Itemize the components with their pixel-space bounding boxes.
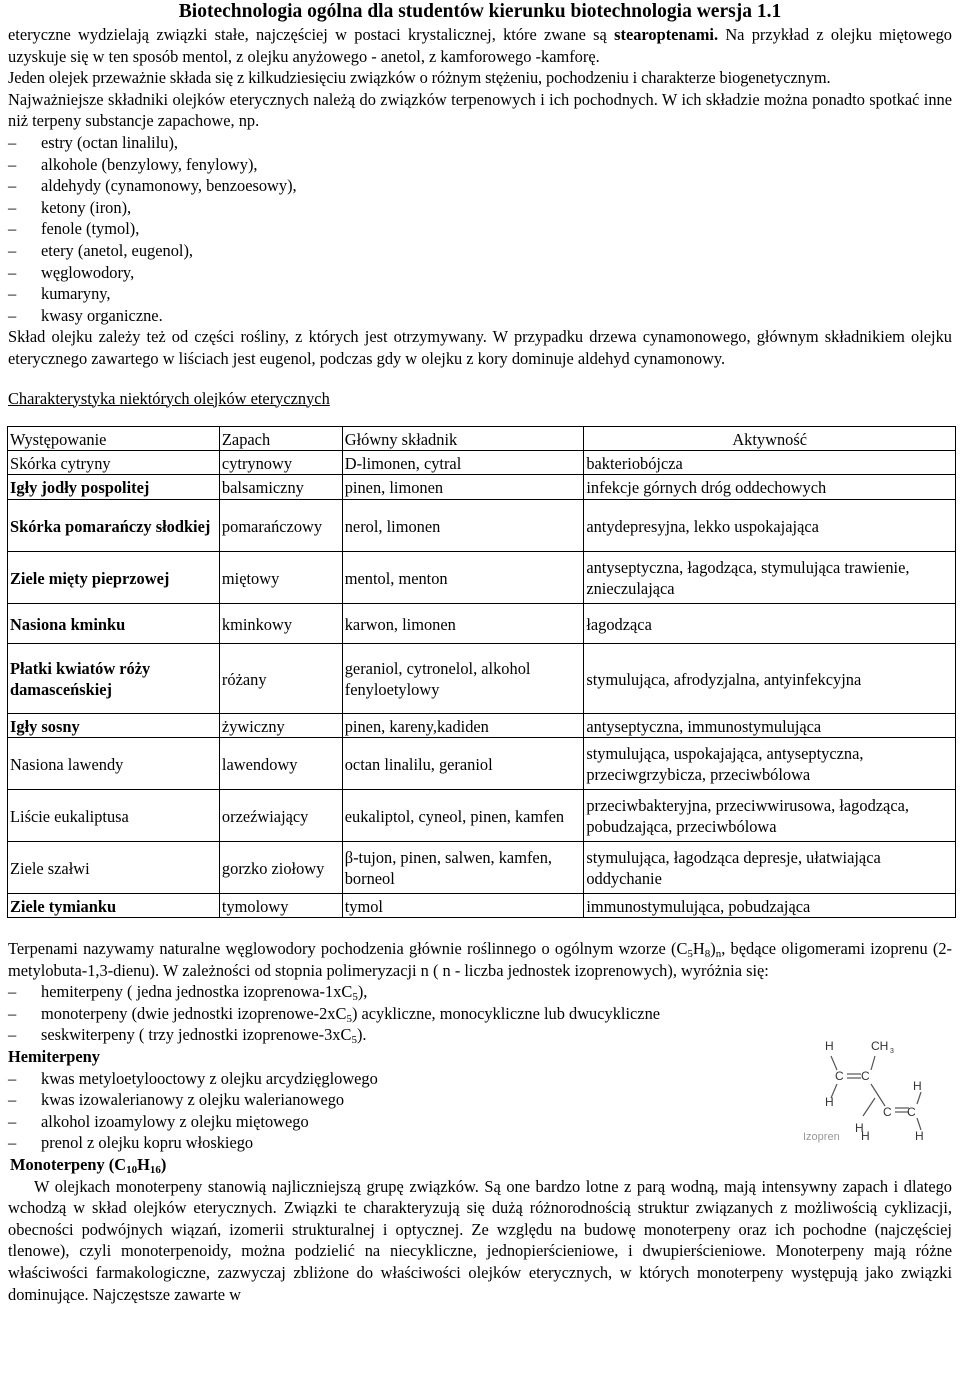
essential-oils-table: [7, 426, 956, 918]
monoterpenes-text: W olejkach monoterpeny stanowią najliczniejszą grupę związków. Są one bardzo lotne z parą wodną, mają intensywny zapach i dlatego wchodzą w skład olejków eterycznych. Związki te charakteryzują się dużą różnorodnością struktur związanych z możliwością cyklizacji, obecności podwójnych wiązań, izomerii strukturalnej i optycznej. Ze względu na budowę monoterpeny oraz ich pochodne (najczęściej tlenowe), czyli monoterpenoidy, można podzielić na niecykliczne, jednopierścieniowe, i dwupierścieniowe. Monoterpeny mają różne właściwości farmakologiczne, zazwyczaj zbliżone do właściwości olejków eterycznych, w których monoterpeny występują jako związki dominujące. Najczęstsze zawarte w: [8, 1176, 952, 1304]
table-cell: balsamiczny: [219, 475, 342, 500]
list-item: – fenole (tymol),: [8, 218, 952, 240]
table-cell: cytrynowy: [219, 451, 342, 475]
text-span: Monoterpeny (C: [10, 1155, 127, 1175]
subscript: 5: [352, 991, 358, 1004]
atom-label: C: [907, 1105, 916, 1120]
subscript: n: [715, 948, 722, 961]
text-span: seskwiterpeny ( trzy jednostki izoprenowe-3xC: [41, 1025, 352, 1045]
table-cell: octan linalilu, geraniol: [342, 738, 584, 790]
page-title: Biotechnologia ogólna dla studentów kierunku biotechnologia wersja 1.1: [178, 1, 782, 22]
table-cell: stymulująca, uspokajająca, antyseptyczna, przeciwgrzybicza, przeciwbólowa: [584, 738, 956, 790]
atom-label: H: [825, 1039, 834, 1054]
text-span: ),: [357, 982, 368, 1002]
table-row: [8, 790, 956, 842]
table-cell: tymol: [342, 894, 584, 918]
terpenes-section: [8, 938, 952, 1305]
text-span: ): [160, 1155, 167, 1175]
hemiterpenes-heading: Hemiterpeny: [8, 1047, 100, 1067]
table-cell: żywiczny: [219, 714, 342, 738]
column-header: Występowanie: [8, 427, 220, 451]
text-span: ): [710, 939, 716, 959]
table-cell: Nasiona kminku: [8, 604, 220, 644]
column-header: Główny składnik: [342, 427, 584, 451]
text-span: ) acykliczne, monocykliczne lub dwucykliczne: [351, 1003, 661, 1023]
list-item: – kumaryny,: [8, 283, 952, 305]
section-title: Charakterystyka niektórych olejków eterycznych: [8, 388, 330, 408]
table-cell: D-limonen, cytral: [342, 451, 584, 475]
intro-text-end: Na przykład z olejku miętowego uzyskuje się w ten sposób mentol, z olejku anyżowego - anetol, z kamforowego -kamforę.: [8, 25, 952, 66]
atom-label: H: [913, 1079, 922, 1094]
table-row: [8, 552, 956, 604]
table-row: [8, 644, 956, 714]
composition-note: Skład olejku zależy też od części rośliny, z których jest otrzymywany. W przypadku drzewa cynamonowego, głównym składnikiem olejku eterycznego zawartego w liściach jest eugenol, podczas gdy w olejku z kory dominuje aldehyd cynamonowy.: [8, 327, 952, 368]
isoprene-structure-figure: [795, 1026, 955, 1150]
table-cell: miętowy: [219, 552, 342, 604]
monoterpenes-heading: [8, 1154, 952, 1176]
text-span: Terpenami nazywamy naturalne węglowodory pochodzenia głównie roślinnego o ogólnym wzorze (C: [8, 939, 688, 959]
text-span: , będące oligomerami izoprenu (2-metylobuta-1,3-dienu). W zależności od stopnia polimeryzacji n ( n - liczba jednostek izoprenowych), wyróżnia się:: [8, 939, 952, 980]
table-cell: Igły jodły pospolitej: [8, 475, 220, 500]
table-cell: stymulująca, afrodyzjalna, antyinfekcyjna: [584, 644, 956, 714]
table-cell: Liście eukaliptusa: [8, 790, 220, 842]
table-cell: pomarańczowy: [219, 500, 342, 552]
table-cell: Igły sosny: [8, 714, 220, 738]
subscript: 5: [687, 948, 693, 961]
table-cell: infekcje górnych dróg oddechowych: [584, 475, 956, 500]
list-item: – aldehydy (cynamonowy, benzoesowy),: [8, 175, 952, 197]
table-row: [8, 714, 956, 738]
table-row: [8, 894, 956, 918]
table-cell: karwon, limonen: [342, 604, 584, 644]
list-item: – kwasy organiczne.: [8, 305, 952, 327]
table-cell: antyseptyczna, łagodząca, stymulująca trawienie, znieczulająca: [584, 552, 956, 604]
table-cell: antydepresyjna, lekko uspokajająca: [584, 500, 956, 552]
table-row: [8, 500, 956, 552]
text-span: hemiterpeny ( jedna jednostka izoprenowa-1xC: [41, 982, 353, 1002]
list-item: – węglowodory,: [8, 262, 952, 284]
table-cell: gorzko ziołowy: [219, 842, 342, 894]
table-cell: Nasiona lawendy: [8, 738, 220, 790]
list-item: – kwas metyloetylooctowy z olejku arcydzięglowego: [8, 1068, 952, 1090]
table-cell: pinen, limonen: [342, 475, 584, 500]
table-cell: bakteriobójcza: [584, 451, 956, 475]
table-cell: Ziele tymianku: [8, 894, 220, 918]
subscript: 16: [149, 1164, 161, 1177]
atom-label: H: [825, 1095, 834, 1110]
table-cell: Ziele mięty pieprzowej: [8, 552, 220, 604]
table-row: [8, 842, 956, 894]
table-cell: mentol, menton: [342, 552, 584, 604]
table-cell: lawendowy: [219, 738, 342, 790]
intro-paragraph-3: Najważniejsze składniki olejków eterycznych należą do związków terpenowych i ich pochodnych. W ich składzie można ponadto spotkać inne niż terpeny substancje zapachowe, np.: [8, 89, 952, 131]
subscript: 5: [351, 1034, 357, 1047]
atom-label: H: [915, 1129, 924, 1144]
column-header: Zapach: [219, 427, 342, 451]
table-cell: antyseptyczna, immunostymulująca: [584, 714, 956, 738]
table-cell: stymulująca, łagodząca depresje, ułatwiająca oddychanie: [584, 842, 956, 894]
text-span: H: [137, 1155, 150, 1175]
list-item: – estry (octan linalilu),: [8, 132, 952, 154]
list-item: [8, 1003, 952, 1025]
table-cell: pinen, kareny,kadiden: [342, 714, 584, 738]
atom-label: 3: [890, 1048, 894, 1056]
table-cell: Skórka pomarańczy słodkiej: [8, 500, 220, 552]
atom-label: C: [883, 1105, 892, 1120]
list-item: – kwas izowalerianowy z olejku walerianowego: [8, 1089, 952, 1111]
table-cell: orzeźwiający: [219, 790, 342, 842]
table-cell: kminkowy: [219, 604, 342, 644]
table-row: [8, 451, 956, 475]
atom-label: H: [861, 1129, 870, 1144]
table-cell: Ziele szałwi: [8, 842, 220, 894]
table-cell: geraniol, cytronelol, alkohol fenyloetylowy: [342, 644, 584, 714]
atom-label: CH: [871, 1039, 889, 1054]
table-cell: immunostymulująca, pobudzająca: [584, 894, 956, 918]
table-row: [8, 604, 956, 644]
intro-paragraph-2: Jeden olejek przeważnie składa się z kilkudziesięciu związków o różnym stężeniu, pochodzeniu i charakterze biogenetycznym.: [8, 68, 831, 88]
intro-paragraph-1: [8, 24, 952, 67]
atom-label: H: [855, 1121, 864, 1136]
table-row: [8, 738, 956, 790]
column-header: Aktywność: [584, 427, 956, 451]
table-cell: przeciwbakteryjna, przeciwwirusowa, łagodząca, pobudzająca, przeciwbólowa: [584, 790, 956, 842]
components-list: [8, 132, 952, 326]
subscript: 10: [126, 1164, 138, 1177]
table-cell: różany: [219, 644, 342, 714]
subscript: 5: [346, 1012, 352, 1025]
list-item: – ketony (iron),: [8, 197, 952, 219]
table-cell: tymolowy: [219, 894, 342, 918]
table-cell: Skórka cytryny: [8, 451, 220, 475]
intro-text: eteryczne wydzielają związki stałe, najczęściej w postaci krystalicznej, które zwane są: [8, 25, 615, 44]
list-item: – prenol z olejku kopru włoskiego: [8, 1132, 952, 1154]
table-row: [8, 475, 956, 500]
document-page: [8, 0, 952, 1305]
atom-label: C: [835, 1069, 844, 1084]
list-item: [8, 981, 952, 1003]
terpenes-definition: [8, 938, 952, 981]
intro-bold-term: stearoptenami.: [614, 25, 719, 44]
text-span: H: [692, 939, 705, 959]
table-cell: Płatki kwiatów róży damasceńskiej: [8, 644, 220, 714]
table-cell: łagodząca: [584, 604, 956, 644]
atom-label: C: [861, 1069, 870, 1084]
table-header-row: [8, 427, 956, 451]
text-span: monoterpeny (dwie jednostki izoprenowe-2xC: [41, 1003, 347, 1023]
table-cell: nerol, limonen: [342, 500, 584, 552]
table-cell: eukaliptol, cyneol, pinen, kamfen: [342, 790, 584, 842]
list-item: – alkohole (benzylowy, fenylowy),: [8, 154, 952, 176]
list-item: – etery (anetol, eugenol),: [8, 240, 952, 262]
list-item: – alkohol izoamylowy z olejku miętowego: [8, 1111, 952, 1133]
table-cell: β-tujon, pinen, salwen, kamfen, borneol: [342, 842, 584, 894]
text-span: ).: [356, 1025, 367, 1045]
isoprene-label: Izopren: [803, 1130, 840, 1143]
subscript: 8: [704, 948, 711, 961]
